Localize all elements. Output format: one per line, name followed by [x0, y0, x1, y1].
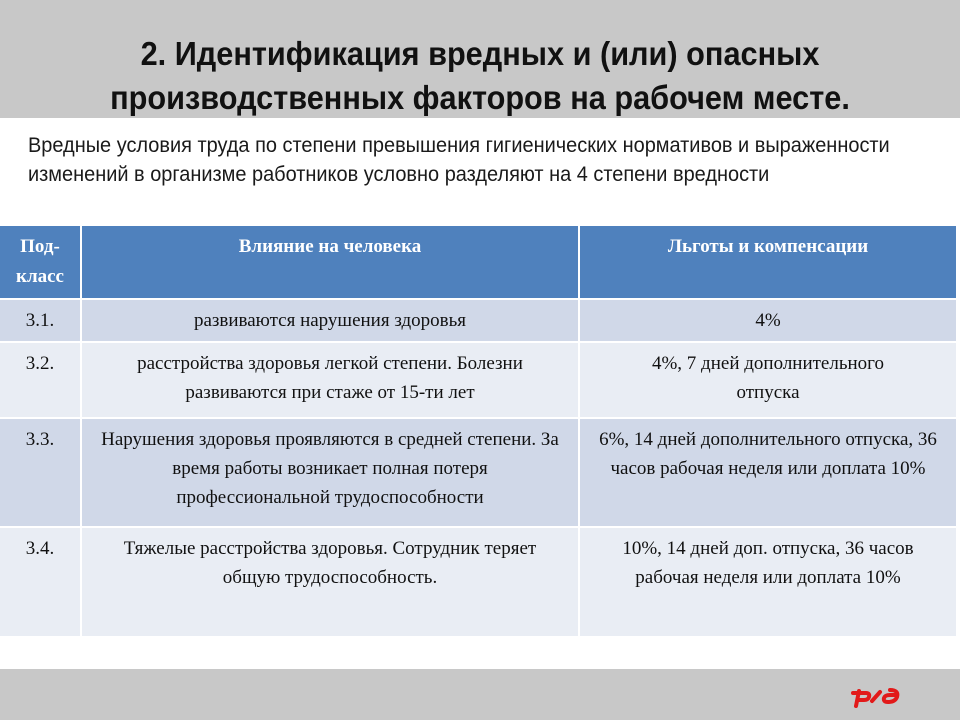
cell-benefits: 4%, 7 дней дополнительного отпуска: [580, 343, 956, 417]
cell-subclass: 3.3.: [0, 419, 80, 526]
cell-impact: Тяжелые расстройства здоровья. Сотрудник теряет общую трудоспособность.: [82, 528, 578, 636]
cell-subclass: 3.1.: [0, 300, 80, 341]
cell-impact: Нарушения здоровья проявляются в средней степени. За время работы возникает полная потеря профессиональной трудоспособности: [82, 419, 578, 526]
cell-benefits: 10%, 14 дней доп. отпуска, 36 часов рабочая неделя или доплата 10%: [580, 528, 956, 636]
slide-title: [34, 32, 927, 120]
cell-impact: расстройства здоровья легкой степени. Болезни развиваются при стаже от 15-ти лет: [82, 343, 578, 417]
intro-text: Вредные условия труда по степени превышения гигиенических нормативов и выраженности изменений в организме работников условно разделяют на 4 степени вредности: [28, 134, 890, 186]
cell-impact: развиваются нарушения здоровья: [82, 300, 578, 341]
header-subclass: Под-класс: [0, 226, 80, 298]
table-row: [0, 300, 956, 341]
table-row: [0, 419, 956, 526]
cell-subclass: 3.4.: [0, 528, 80, 636]
title-line-1: 2. Идентификация вредных и (или) опасных: [140, 35, 820, 72]
table-header-row: [0, 226, 956, 298]
cell-benefits: 6%, 14 дней дополнительного отпуска, 36 часов рабочая неделя или доплата 10%: [580, 419, 956, 526]
hazard-classes-table: [0, 224, 958, 638]
footer-band: [0, 669, 960, 720]
table-row: [0, 528, 956, 636]
header-impact: Влияние на человека: [82, 226, 578, 298]
cell-benefits: 4%: [580, 300, 956, 341]
title-line-2: производственных факторов на рабочем месте.: [110, 79, 850, 116]
table-row: [0, 343, 956, 417]
rzd-logo-icon: [850, 686, 902, 708]
header-benefits: Льготы и компенсации: [580, 226, 956, 298]
title-band: [0, 0, 960, 118]
cell-subclass: 3.2.: [0, 343, 80, 417]
